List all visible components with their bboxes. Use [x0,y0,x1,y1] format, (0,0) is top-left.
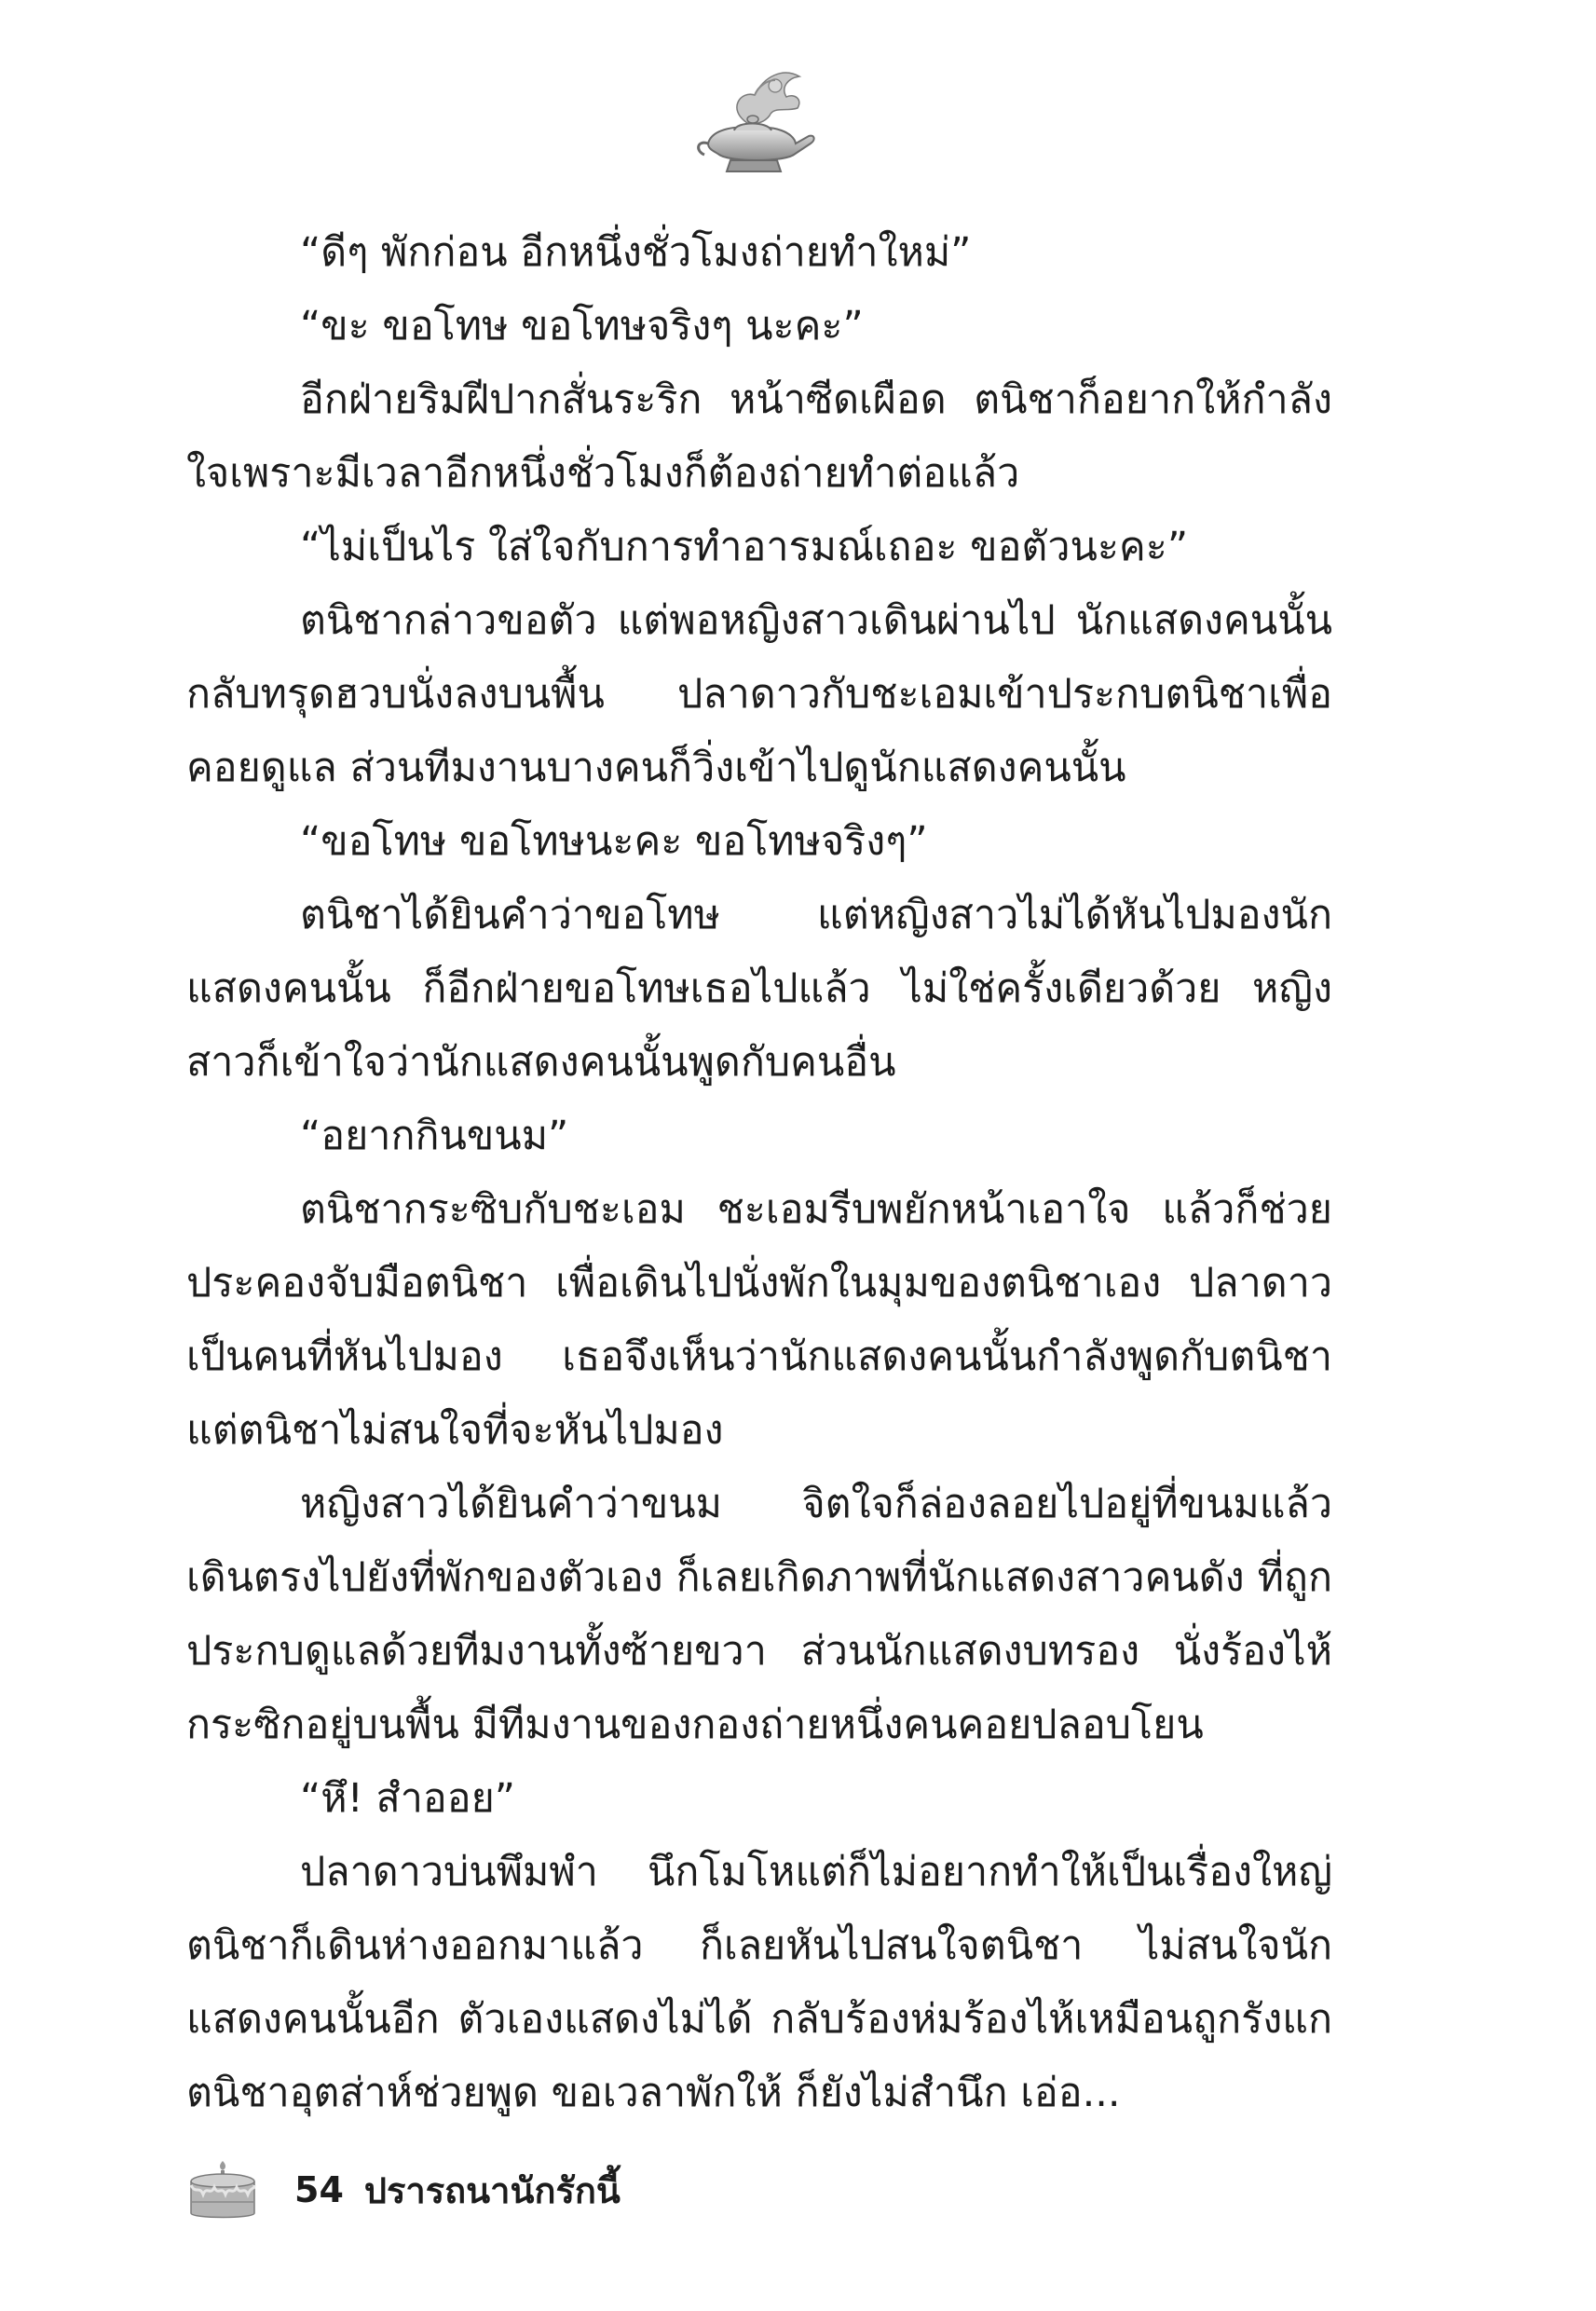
paragraph: “หึ! สำออย” [300,1775,516,1822]
paragraph: ตนิชาได้ยินคำว่าขอโทษ แต่หญิงสาวไม่ได้หันไปมองนักแสดงคนนั้น ก็อีกฝ่ายขอโทษเธอไปแล้ว ไม่ใช่ครั้งเดียวด้วย หญิงสาวก็เข้าใจว่านักแสดงคนนั้นพูดกับคนอื่น [186,892,1332,1086]
paragraph: “ดีๆ พักก่อน อีกหนึ่งชั่วโมงถ่ายทำใหม่” [300,229,972,276]
paragraph: อีกฝ่ายริมฝีปากสั่นระริก หน้าซีดเผือด ตนิชาก็อยากให้กำลังใจเพราะมีเวลาอีกหนึ่งชั่วโมงก็ต้องถ่ายทำต่อแล้ว [186,376,1332,497]
paragraph: “ขะ ขอโทษ ขอโทษจริงๆ นะคะ” [300,303,864,349]
paragraph: “ไม่เป็นไร ใส่ใจกับการทำอารมณ์เถอะ ขอตัวนะคะ” [300,524,1189,570]
paragraph: “ขอโทษ ขอโทษนะคะ ขอโทษจริงๆ” [300,818,928,865]
paragraph: ตนิชากล่าวขอตัว แต่พอหญิงสาวเดินผ่านไป นักแสดงคนนั้นกลับทรุดฮวบนั่งลงบนพื้น ปลาดาวกับชะเอมเข้าประกบตนิชาเพื่อคอยดูแล ส่วนทีมงานบางคนก็วิ่งเข้าไปดูนักแสดงคนนั้น [186,597,1332,791]
paragraph: หญิงสาวได้ยินคำว่าขนม จิตใจก็ล่องลอยไปอยู่ที่ขนมแล้ว เดินตรงไปยังที่พักของตัวเอง ก็เลยเกิดภาพที่นักแสดงสาวคนดัง ที่ถูกประกบดูแลด้วยทีมงานทั้งซ้ายขวา ส่วนนักแสดงบทรอง นั่งร้องไห้กระซิกอยู่บนพื้น มีทีมงานของกองถ่ายหนึ่งคนคอยปลอบโยน [186,1481,1332,1748]
page-number: 54 [294,2169,344,2210]
paragraph: ปลาดาวบ่นพึมพำ นึกโมโหแต่ก็ไม่อยากทำให้เป็นเรื่องใหญ่ ตนิชาก็เดินห่างออกมาแล้ว ก็เลยหันไปสนใจตนิชา ไม่สนใจนักแสดงคนนั้นอีก ตัวเองแสดงไม่ได้ กลับร้องห่มร้องไห้เหมือนถูกรังแก ตนิชาอุตส่าห์ช่วยพูด ขอเวลาพักให้ ก็ยังไม่สำนึก เอ่อ... [186,1849,1332,2116]
genie-lamp-icon [689,58,820,179]
paragraph: ตนิชากระซิบกับชะเอม ชะเอมรีบพยักหน้าเอาใจ แล้วก็ช่วยประคองจับมือตนิชา เพื่อเดินไปนั่งพักในมุมของตนิชาเอง ปลาดาวเป็นคนที่หันไปมอง เธอจึงเห็นว่านักแสดงคนนั้นกำลังพูดกับตนิชา แต่ตนิชาไม่สนใจที่จะหันไปมอง [186,1186,1332,1454]
cake-icon [186,2157,259,2222]
book-title: ปรารถนานักรักนี้ [363,2169,621,2211]
body-text [186,216,1332,2130]
page-footer [186,2153,621,2227]
paragraph: “อยากกินขนม” [300,1113,569,1159]
